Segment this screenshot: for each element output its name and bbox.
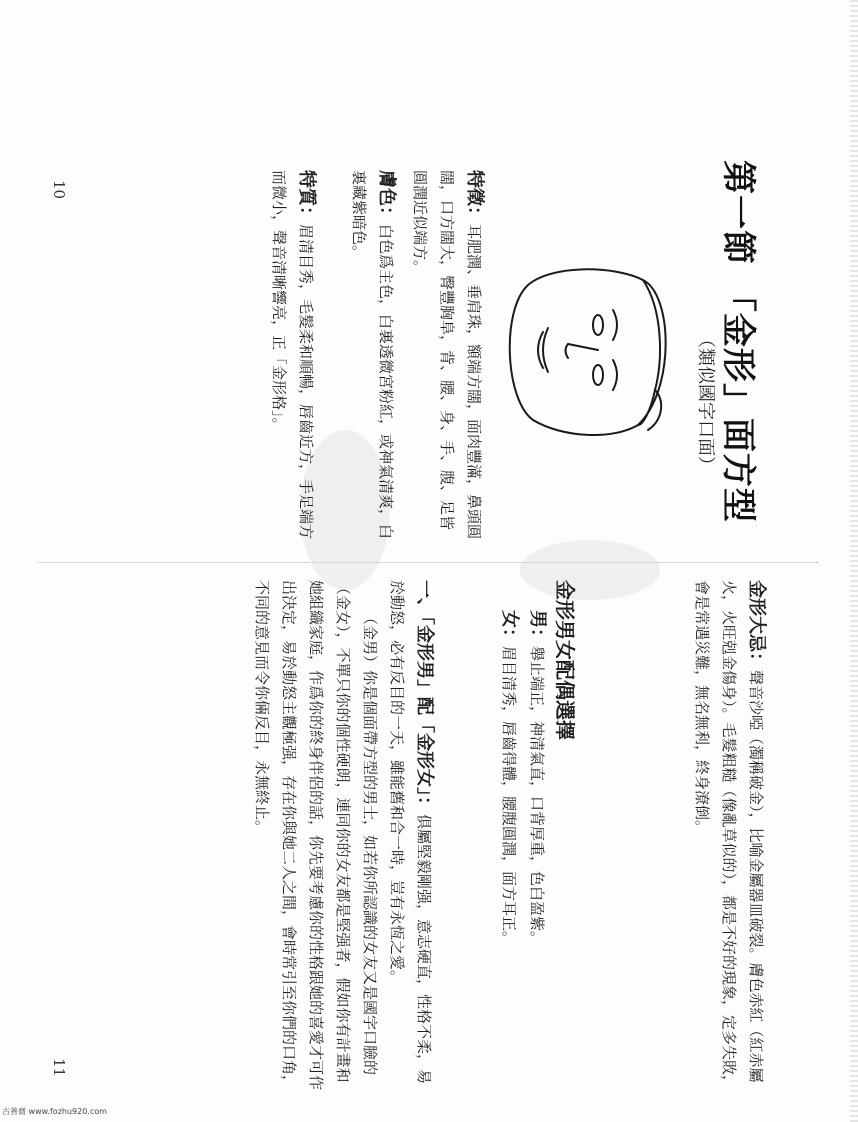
complexion-paragraph <box>345 170 400 540</box>
match-paragraph-2 <box>248 580 383 1090</box>
female-label: 女： <box>499 610 520 646</box>
match-heading: 一、「金形男」配「金形女」： <box>414 580 435 814</box>
page-gutter <box>38 562 818 565</box>
face-illustration <box>498 240 683 460</box>
features-paragraph <box>406 170 488 540</box>
spouse-selection-block <box>495 580 578 1090</box>
male-label: 男： <box>527 610 548 646</box>
page-number-right: 11 <box>50 1058 68 1078</box>
match-text-1: 俱屬堅毅剛强，意志硬直，性格不柔，易於動怒，必有反目的一天，雖能舊和合一時，豈有永恆之愛。 <box>388 580 433 1085</box>
taboo-label: 金形大忌： <box>746 580 767 670</box>
match-paragraph-1 <box>383 580 438 1090</box>
male-criteria <box>523 580 551 1090</box>
female-criteria <box>495 580 523 1090</box>
page-number-left: 10 <box>50 180 68 200</box>
features-text: 耳肥潤、垂肩珠，額端方闊，面肉豐滿，鼻頭圓闊，口方闊大，臀豐胸阜，背、腰、身、手、腹、足皆圓潤近似端方。 <box>411 170 483 540</box>
taboo-text: 聲音沙啞（濁稱破金），比喻金屬器皿破裂。膚色赤紅（紅赤屬火，火旺剋金傷身）。毛髮粗糙（像亂草似的），都是不好的現象，定多失敗，會是常遇災難，無名無利，終身潦倒。 <box>693 580 765 1091</box>
female-text: 眉目清秀，唇齒得體，腰腹圓潤，面方耳正。 <box>500 646 518 947</box>
traits-label: 特質： <box>296 170 317 224</box>
right-page <box>0 570 858 1122</box>
left-page <box>0 0 858 560</box>
site-watermark: 古善齋 www.fozhu920.com <box>2 1107 107 1116</box>
spouse-selection-title: 金形男女配偶選擇 <box>553 580 577 740</box>
match-block <box>248 580 438 1090</box>
features-label: 特徵： <box>464 170 485 224</box>
section-subtitle: （類似國字口面） <box>695 330 716 474</box>
taboo-paragraph <box>688 580 770 1090</box>
match-text-2: （金男）你是個面帶方型的男士，如若你所認識的女友又是國字口臉的（金女），不單只你的個性硬朗，連同你的女友都是堅强者，假如你有計畫和她組織家庭，作爲你的終身伴侶的話，你先要考慮你的性格跟她的喜愛才可作出決定，易於動怒主觀極强，存在你與她二人之間，會時常引至你們的口角，不同的意見而令你倆反目，永無終止。 <box>253 580 379 1091</box>
complexion-label: 膚色： <box>376 170 397 224</box>
male-text: 舉止端正，神清氣直，口背厚重，色白盈紫。 <box>528 646 546 947</box>
traits-paragraph <box>265 170 320 540</box>
complexion-text: 白色爲主色，白裏透微宮粉紅，或神氣清爽，白裏藏紫暗色。 <box>350 170 395 540</box>
traits-text: 眉清目秀，毛髮柔和順暢，唇齒近方，手足端方而微小，聲音清晰響亮，正「金形格」。 <box>270 170 315 540</box>
section-title: 第一節 「金形」面方型 <box>718 160 758 523</box>
